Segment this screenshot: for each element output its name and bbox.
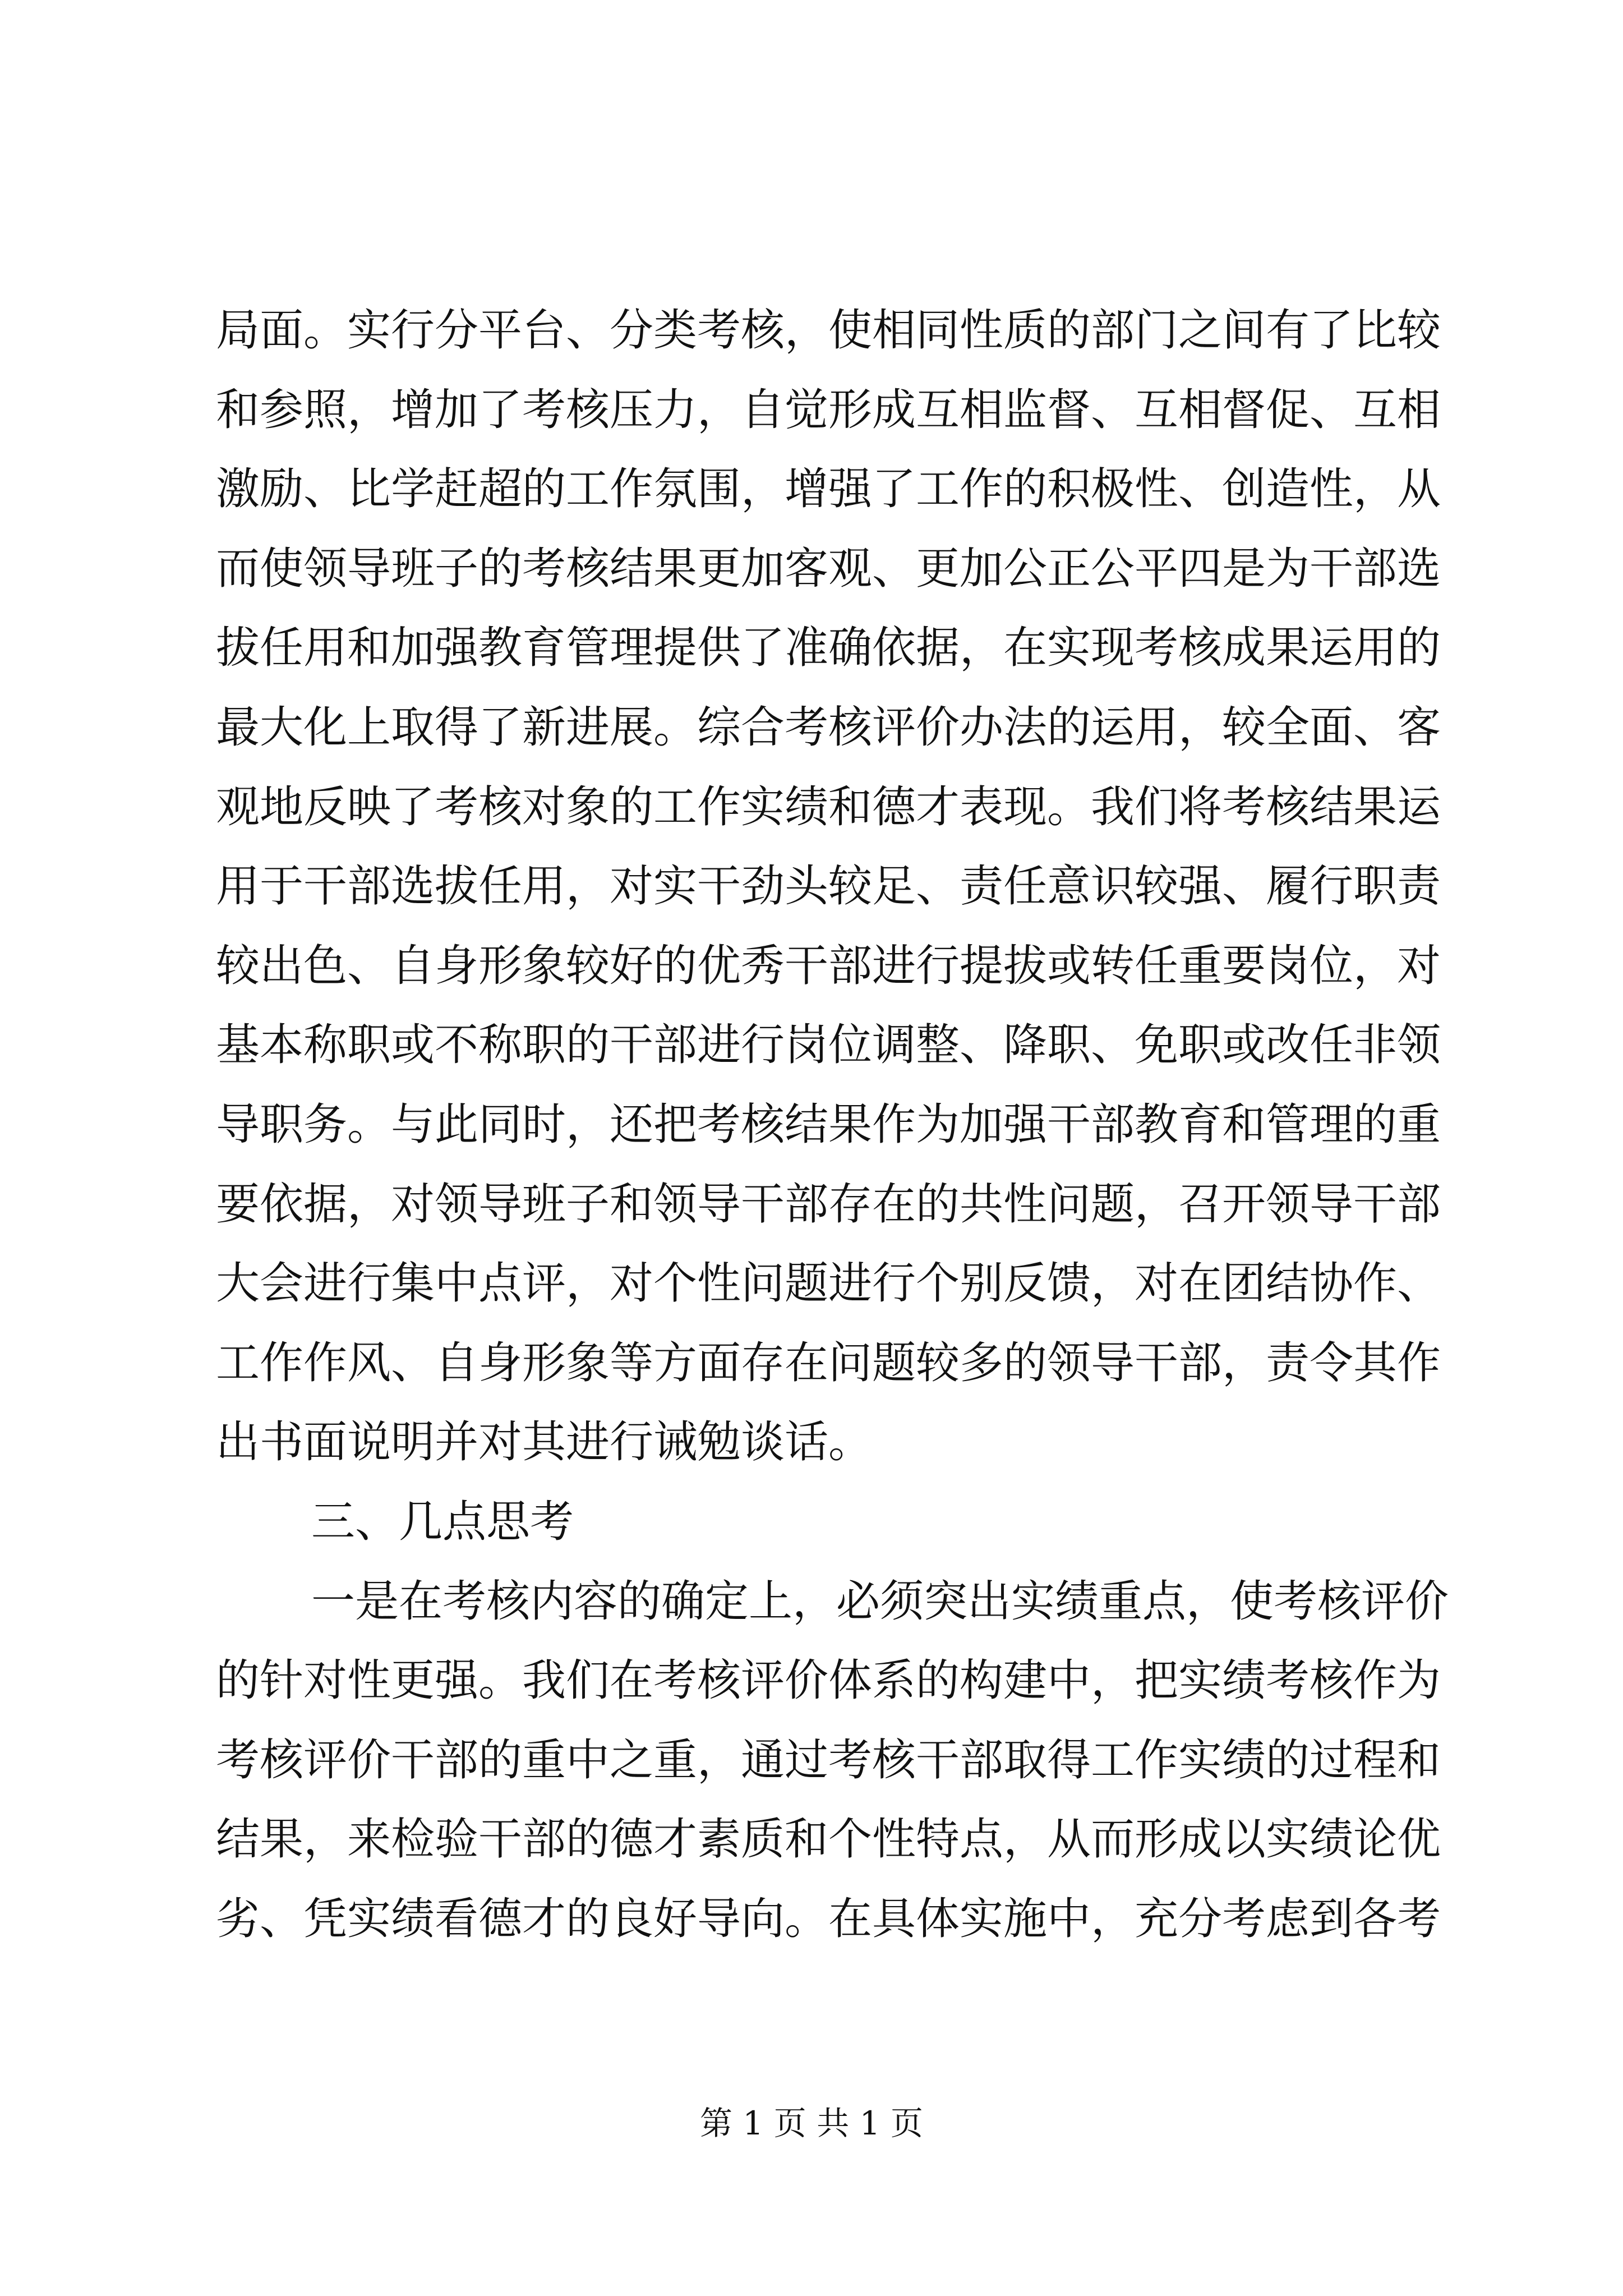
text-line: 拔任用和加强教育管理提供了准确依据，在实现考核成果运用的 [216,623,1441,674]
text-line: 较出色、自身形象较好的优秀干部进行提拔或转任重要岗位，对 [216,940,1441,991]
text-line: 大会进行集中点评，对个性问题进行个别反馈，对在团结协作、 [216,1258,1441,1309]
text-line: 结果，来检验干部的德才素质和个性特点，从而形成以实绩论优 [216,1814,1441,1865]
text-line: 考核评价干部的重中之重，通过考核干部取得工作实绩的过程和 [216,1734,1441,1786]
text-line: 用于干部选拔任用，对实干劲头较足、责任意识较强、履行职责 [216,861,1441,912]
text-line: 激励、比学赶超的工作氛围，增强了工作的积极性、创造性，从 [216,464,1441,515]
text-line: 局面。实行分平台、分类考核，使相同性质的部门之间有了比较 [216,305,1441,356]
text-line: 导职务。与此同时，还把考核结果作为加强干部教育和管理的重 [216,1099,1441,1150]
text-line: 观地反映了考核对象的工作实绩和德才表现。我们将考核结果运 [216,781,1441,832]
text-line: 出书面说明并对其进行诫勉谈话。 [216,1417,873,1468]
text-line: 基本称职或不称职的干部进行岗位调整、降职、免职或改任非领 [216,1020,1441,1071]
text-line: 要依据，对领导班子和领导干部存在的共性问题，召开领导干部 [216,1179,1441,1230]
document-body [216,291,1449,1959]
text-line: 和参照，增加了考核压力，自觉形成互相监督、互相督促、互相 [216,384,1441,435]
page-footer: 第 1 页 共 1 页 [700,2104,923,2142]
section-heading: 三、几点思考 [311,1496,574,1547]
text-line: 而使领导班子的考核结果更加客观、更加公正公平四是为干部选 [216,543,1441,594]
text-line: 的针对性更强。我们在考核评价体系的构建中，把实绩考核作为 [216,1655,1441,1706]
text-line: 劣、凭实绩看德才的良好导向。在具体实施中，充分考虑到各考 [216,1893,1441,1944]
text-line: 工作作风、自身形象等方面存在问题较多的领导干部，责令其作 [216,1337,1441,1388]
text-line: 最大化上取得了新进展。综合考核评价办法的运用，较全面、客 [216,702,1441,753]
text-line: 一是在考核内容的确定上，必须突出实绩重点，使考核评价 [311,1576,1449,1627]
